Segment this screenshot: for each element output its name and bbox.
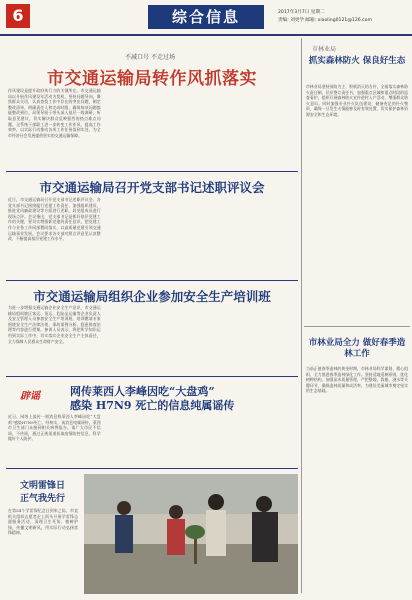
side2-body: 当前正值春季造林的黄金时期，市林业局科学谋划、精心组织，全力推进春季造林绿化工作。坚持适地适树原则，优化树种结构，加强苗木质量管理，严把整地、栽植、浇水等关键环节，确保造林质量和成活率，为建设美丽城市奠定坚实的生态基础。 (306, 366, 408, 394)
divider (6, 376, 298, 377)
side1-kicker: 市林业局 (312, 46, 337, 53)
rumor-headline-line2: 感染 H7N9 死亡的信息纯属谣传 (70, 399, 235, 412)
leifeng-body: 在第54个学雷锋纪念日到来之际，市直机关组织志愿者走上街头开展学雷锋志愿服务活动，清理卫生死角，植树护绿，传播文明新风，用实际行动弘扬雷锋精神。 (8, 508, 78, 536)
leifeng-headline-line2: 正气我先行 (20, 494, 66, 504)
article2-body: 近日，市交通运输局召开党支部书记述职评议会，各党支部书记围绕履行党建工作责任、加强组织建设、推进党风廉政建设等方面进行述职，局党组成员进行现场点评。会议指出，党支部书记是抓好基层党建工作的关键，要切实增强抓党建的责任意识，把党建工作与业务工作同部署同落实，以高质量党建引领交通运输事业发展。会议要求各支部对照点评意见认真整改，不断提高基层党建工作水平。 (8, 197, 101, 242)
page-number: 6 (6, 4, 30, 28)
rumor-body: 近日，网络上流传一则消息称莱西人李峰因吃“大盘鸡”感染H7N9死亡。经核实，该消息纯属谣传，莱西市卫生部门未接到相关病例报告。请广大市民不信谣、不传谣，通过正规渠道获取疫情防控信息，科学做好个人防护。 (8, 414, 101, 442)
side1-headline: 抓实森林防火 保良好生态 (308, 56, 406, 66)
sidebar-divider (301, 38, 302, 593)
article3-headline: 市交通运输局组织企业参加安全生产培训班 (33, 289, 271, 304)
volunteer-photo (84, 474, 298, 594)
editor-line: 责编: 刘更学 邮箱: xiaoling0121@126.com (278, 18, 372, 23)
lead-body: 作风建设是提升政府执行力的关键所在。市交通运输局以开展作风建设年活动为契机，坚持问题导向，聚焦群众关切，认真查找工作中存在的突出问题，制定整改清单，明确责任人和完成时限，确保每项问题都能整改到位。局领导班子带头深入基层一线调研，听取意见建议，切实解决群众反映强烈的热点难点问题。全系统干部职工进一步转变工作作风，提高工作效率，以实际行动推动各项工作任务落到实处，为全市经济社会发展提供坚实的交通运输保障。 (8, 88, 101, 138)
date-line: 2017年3月7日 星期二 (278, 10, 325, 15)
article3-body: 为进一步增强交通运输企业安全生产意识，市交通运输局组织辖区客运、货运、危险品运输等企业负责人及安全管理人员参加安全生产培训班。培训邀请专家围绕安全生产法律法规、事故案例分析、隐患排查治理等内容进行授课。参训人员表示，将把所学知识运用到实际工作中，切实落实企业安全生产主体责任，全力保障人民群众生命财产安全。 (8, 305, 101, 344)
lead-headline: 市交通运输局转作风抓落实 (47, 69, 257, 89)
divider (6, 280, 298, 281)
rumor-tag: 辟谣 (20, 391, 40, 402)
side1-body: 市林业局坚持预防为主、积极消灭的方针，全面落实森林防火责任制，层层签订责任书，加强重点区域和重点时段的巡查看护。组织开展森林防火宣传进村入户活动，增强群众防火意识。同时加强专业扑火队伍建设，储备充足的扑火物资，确保一旦发生火情能够及时有效处置，切实保护森林资源安全和生态环境。 (306, 84, 408, 117)
leifeng-headline-line1: 文明雷锋日 (20, 481, 66, 491)
divider (6, 171, 298, 172)
section-title: 综合信息 (148, 5, 264, 29)
divider (304, 326, 410, 327)
article2-headline: 市交通运输局召开党支部书记述职评议会 (39, 180, 265, 195)
side2-headline: 市林业局全力 做好春季造林工作 (308, 338, 406, 359)
rumor-headline-line1: 网传莱西人李峰因吃“大盘鸡” (70, 385, 215, 398)
lead-kicker: 不减口号 不走过场 (125, 54, 175, 61)
divider (6, 468, 298, 469)
